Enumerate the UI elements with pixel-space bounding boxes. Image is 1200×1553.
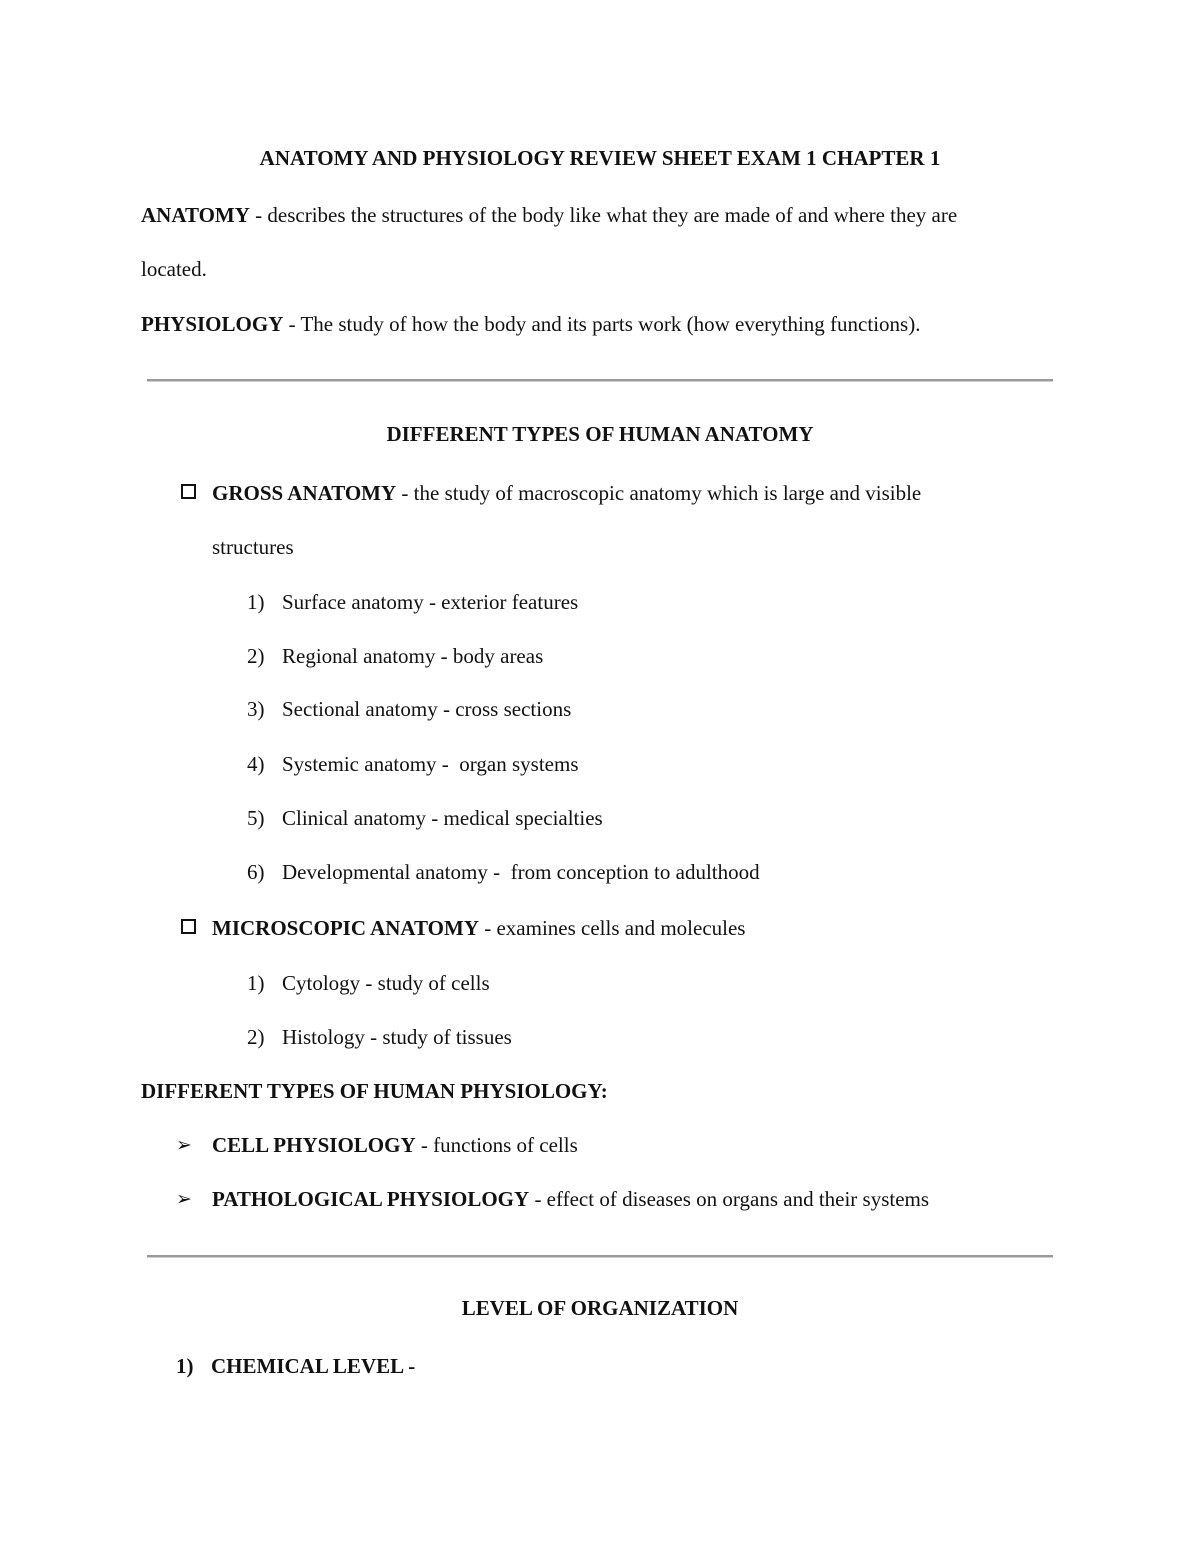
checkbox-icon bbox=[181, 484, 196, 499]
physiology-section-heading: DIFFERENT TYPES OF HUMAN PHYSIOLOGY: bbox=[141, 1079, 608, 1103]
list-item: 2) Histology - study of tissues bbox=[247, 1025, 512, 1049]
arrow-bullet-icon: ➢ bbox=[176, 1188, 192, 1210]
cell-physiology-entry: CELL PHYSIOLOGY - functions of cells bbox=[212, 1133, 578, 1157]
list-item: 6) Developmental anatomy - from conception to adulthood bbox=[247, 860, 760, 884]
gross-anatomy-continued: structures bbox=[212, 535, 294, 559]
list-item: 1) Cytology - study of cells bbox=[247, 971, 490, 995]
list-item: 5) Clinical anatomy - medical specialties bbox=[247, 806, 603, 830]
anatomy-definition bbox=[141, 205, 957, 226]
anatomy-definition-continued: located. bbox=[141, 257, 207, 281]
gross-anatomy-term: GROSS ANATOMY bbox=[212, 481, 397, 505]
microscopic-anatomy-entry bbox=[212, 918, 745, 939]
list-item: 1) CHEMICAL LEVEL - bbox=[176, 1354, 416, 1378]
list-item: 3) Sectional anatomy - cross sections bbox=[247, 697, 572, 721]
pathological-physiology-entry: PATHOLOGICAL PHYSIOLOGY - effect of diseases on organs and their systems bbox=[212, 1187, 930, 1211]
anatomy-section-heading: DIFFERENT TYPES OF HUMAN ANATOMY bbox=[386, 422, 814, 446]
anatomy-text: - describes the structures of the body like what they are made of and where they are bbox=[249, 203, 958, 227]
list-item: 4) Systemic anatomy - organ systems bbox=[247, 752, 579, 776]
gross-anatomy-entry bbox=[212, 483, 921, 504]
list-item: 1) Surface anatomy - exterior features bbox=[247, 590, 579, 614]
anatomy-term: ANATOMY bbox=[141, 203, 250, 227]
microscopic-anatomy-text: - examines cells and molecules bbox=[478, 916, 746, 940]
physiology-term: PHYSIOLOGY bbox=[141, 312, 284, 336]
organization-section-heading: LEVEL OF ORGANIZATION bbox=[461, 1296, 739, 1320]
page-title: ANATOMY AND PHYSIOLOGY REVIEW SHEET EXAM 1 CHAPTER 1 bbox=[259, 146, 941, 170]
arrow-bullet-icon: ➢ bbox=[176, 1134, 192, 1156]
list-item: 2) Regional anatomy - body areas bbox=[247, 644, 544, 668]
microscopic-anatomy-term: MICROSCOPIC ANATOMY bbox=[212, 916, 479, 940]
horizontal-divider bbox=[147, 379, 1053, 382]
physiology-definition bbox=[141, 314, 920, 335]
horizontal-divider bbox=[147, 1255, 1053, 1258]
gross-anatomy-text: - the study of macroscopic anatomy which is large and visible bbox=[396, 481, 922, 505]
physiology-text: - The study of how the body and its parts work (how everything functions). bbox=[283, 312, 921, 336]
checkbox-icon bbox=[181, 919, 196, 934]
